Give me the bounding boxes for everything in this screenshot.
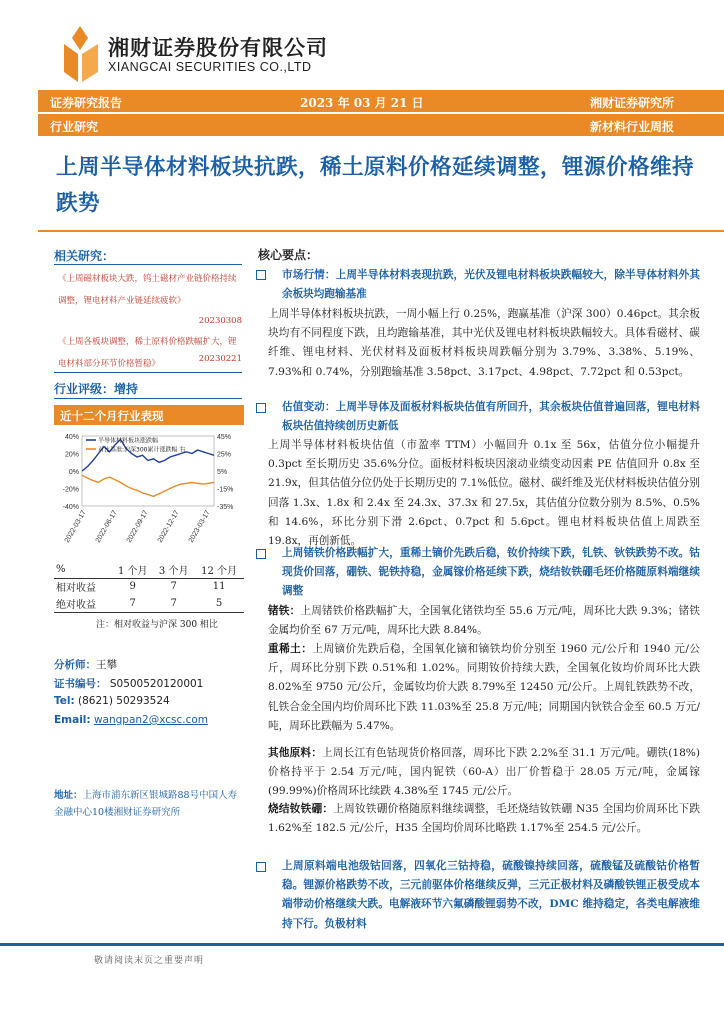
table-row	[54, 578, 244, 595]
perf-cell: 11	[212, 581, 226, 593]
perf-cell: 5	[194, 595, 244, 612]
perf-cell: 7	[170, 581, 177, 593]
y-right-tick-label: 25%	[217, 451, 232, 459]
point-3-para-2: 重稀土：上周镝价先跌后稳，全国氧化镝和镝铁均价分别至 1960 元/公斤和 1940 元/公斤，周环比分别下跌 0.51%和 1.02%。同期钕价持续大跌，全国氧化钕均价周环比大跌 8.02%至 9750 元/公斤，金属钕均价大跌 8.79%至 12450 元/公斤。上周钆铁跌势不改，钆铁合金全国内均价周环比下跌 11.03%至 25.8 万元/吨；同期国内钬铁合金至 60.5 万元/吨，周环比跌幅为 5.47%。	[268, 643, 700, 732]
sidebar-divider	[54, 264, 242, 265]
y-left-tick-label: -40%	[62, 504, 79, 511]
bullet-icon	[256, 270, 266, 280]
point-1-headline: 市场行情：上周半导体材料表现抗跌，光伏及锂电材料板块跌幅较大，除半导体材料外其余板块均跑输基准	[282, 269, 700, 301]
company-logo-icon	[58, 24, 102, 84]
analyst-name: 分析师：王攀	[54, 659, 117, 671]
related-report-1-date: 20230308	[198, 316, 242, 326]
email-link[interactable]: wangpan2@xcsc.com	[93, 714, 209, 726]
x-tick-label: 2023-03-17	[187, 509, 212, 545]
rating-value: 增持	[114, 382, 139, 396]
y-right-tick-label: -15%	[217, 486, 234, 494]
table-row	[54, 595, 244, 612]
perf-row-label: 相对收益	[56, 583, 96, 595]
y-right-tick-label: -35%	[217, 504, 234, 511]
perf-cell: 7	[153, 595, 194, 612]
perf-header-cell: 3 个月	[153, 561, 194, 578]
perf-row-label: 绝对收益	[54, 595, 112, 612]
point-3-para-3: 其他原料：上周长江有色钴现货价格回落，周环比下跌 2.2%至 31.1 万元/吨。硼铁(18%)价格持平于 2.54 万元/吨，国内铌铁（60-A）出厂价暂稳于 28.05 万元/吨，金属镓(99.99%)价格周环比续跌 4.38%至 1745 元/公斤。	[268, 747, 701, 798]
company-name-en: XIANGCAI SECURITIES CO.,LTD	[108, 60, 312, 74]
header-bar-top	[38, 90, 724, 112]
point-4-headline: 上周原料端电池级钴回落，四氧化三钴持稳，硫酸镍持续回落，硫酸锰及硫酸钴价格暂稳。锂源价格跌势不改，三元前驱体价格继续反弹，三元正极材料及磷酸铁锂正极受成本端带动价格继续大跌。电解液环节六氟磷酸锂弱势不改，DMC 维持稳定，各类电解液维持下行。负极材料	[282, 860, 700, 930]
sidebar-divider	[54, 372, 242, 373]
perf-cell: 7	[112, 595, 153, 612]
analyst-email: Email: wangpan2@xcsc.com	[54, 714, 209, 726]
y-left-tick-label: 0%	[68, 469, 79, 476]
perf-header-cell: %	[54, 561, 112, 578]
point-3-para-4: 烧结钕铁硼：上周钕铁硼价格随原料继续调整，毛坯烧结钕铁硼 N35 全国均价周环比下跌 1.62%至 182.5 元/公斤，H35 全国均价周环比略跌 1.17%至 254.5 元/公斤。	[268, 803, 701, 835]
footer-disclaimer: 敬请阅读末页之重要声明	[94, 956, 205, 966]
x-tick-label: 2022-06-17	[94, 509, 119, 545]
point-2-headline: 估值变动：上周半导体及面板材料板块估值有所回升，其余板块估值普遍回落，锂电材料板块估值持续创历史新低	[282, 401, 700, 433]
related-report-2[interactable]: 《上周各板块调整，稀土原料价格跌幅扩大，锂电材料部分环节价格暂稳》	[58, 337, 237, 369]
report-date: 2023 年 03 月 21 日	[300, 96, 424, 110]
point-3-para-1: 锗铁：上周锗铁价格跌幅扩大，全国氧化锗铁均至 55.6 万元/吨，周环比大跌 9.3%；锗铁金属均价至 67 万元/吨，周环比大跌 8.84%。	[268, 605, 701, 637]
report-title: 上周半导体材料板块抗跌，稀土原料价格延续调整，锂源价格维持跌势	[56, 155, 695, 216]
point-1-body: 上周半导体材料板块抗跌，一周小幅上行 0.25%，跑赢基准（沪深 300）0.46pct。其余板块均有不同程度下跌，且均跑输基准，其中光伏及锂电材料板块跌幅较大。具体看磁材、碳纤维、锂电材料、光伏材料及面板材料板块周跌幅分别为 3.79%、3.38%、5.19%、7.93%和 0.74%，分别跑输基准 3.58pct、3.17pct、4.98pct、7.72pct 和 0.53pct。	[268, 308, 700, 378]
rating-label: 行业评级：	[54, 382, 115, 396]
point-3-headline: 上周锗铁价格跌幅扩大，重稀土镝价先跌后稳，钕价持续下跌，钆铁、钬铁跌势不改。钴现货价回落，硼铁、铌铁持稳，金属镓价格延续下跌，烧结钕铁硼毛坯价格随原料端继续调整	[282, 547, 700, 598]
analyst-cert: 证书编号： S0500520120001	[54, 678, 204, 690]
report-type: 证券研究报告	[50, 96, 123, 110]
performance-table	[54, 561, 244, 613]
footer-divider	[0, 943, 724, 946]
y-left-tick-label: 40%	[64, 434, 79, 441]
legend-label: 半导体材料板块涨跌幅	[98, 437, 159, 445]
sidebar-divider	[54, 398, 242, 399]
report-series: 新材料行业周报	[589, 120, 674, 134]
perf-header-cell: 12 个月	[194, 561, 244, 578]
related-report-2-date: 20230221	[198, 354, 242, 364]
perf-table-note: 注：相对收益与沪深 300 相比	[96, 620, 218, 630]
perf-cell: 9	[129, 581, 136, 593]
y-right-tick-label: 5%	[217, 469, 228, 476]
address: 地址：上海市浦东新区银城路88号中国人寿金融中心10楼湘财证券研究所	[54, 790, 238, 818]
industry-rating	[54, 380, 138, 397]
x-tick-label: 2022-12-17	[156, 509, 181, 545]
bullet-icon	[256, 862, 266, 872]
x-tick-label: 2022-03-17	[63, 509, 88, 545]
y-right-tick-label: 45%	[217, 434, 232, 441]
related-research-heading: 相关研究：	[54, 249, 115, 263]
company-name-cn: 湘财证券股份有限公司	[108, 36, 328, 60]
perf-chart-heading: 近十二个月行业表现	[54, 405, 244, 425]
industry-performance-chart	[54, 428, 244, 558]
bullet-icon	[256, 403, 266, 413]
title-divider	[38, 230, 724, 232]
key-points-heading: 核心要点：	[258, 248, 319, 262]
institute-name: 湘财证券研究所	[589, 96, 674, 110]
legend-label: 对比基准:沪深300累计涨跌幅 右	[98, 446, 186, 454]
y-left-tick-label: 20%	[64, 451, 79, 459]
report-category: 行业研究	[50, 120, 99, 134]
y-left-tick-label: -20%	[62, 486, 79, 494]
header-bar-bottom	[38, 114, 724, 136]
perf-header-cell: 1 个月	[112, 561, 153, 578]
series-line-2	[82, 475, 214, 496]
x-tick-label: 2022-09-17	[125, 509, 150, 545]
bullet-icon	[256, 549, 266, 559]
point-2-body: 上周半导体材料板块估值（市盈率 TTM）小幅回升 0.1x 至 56x，估值分位小幅提升 0.3pct 至长期历史 35.6%分位。面板材料板块因滚动业绩变动因素 PE 估值回升 0.8x 至 21.9x，但其估值分位仍处于长期历史的 7.1%低位。磁材、碳纤维及光伏材料板块估值分别回落 1.3x、1.8x 和 2.4x 至 24.3x、37.3x 和 27.5x，其估值分位数分别为 8.5%、0.5%和 14.6%，环比分别下滑 2.6pct、0.7pct 和 5.6pct。锂电材料板块估值上周跌至 19.8x，再创新低。	[268, 439, 700, 548]
related-report-1[interactable]: 《上周磁材板块大跌，钨土磁材产业链价格持续调整，锂电材料产业链延续疲软》	[58, 274, 237, 306]
analyst-tel: Tel: (8621) 50293524	[54, 695, 170, 707]
